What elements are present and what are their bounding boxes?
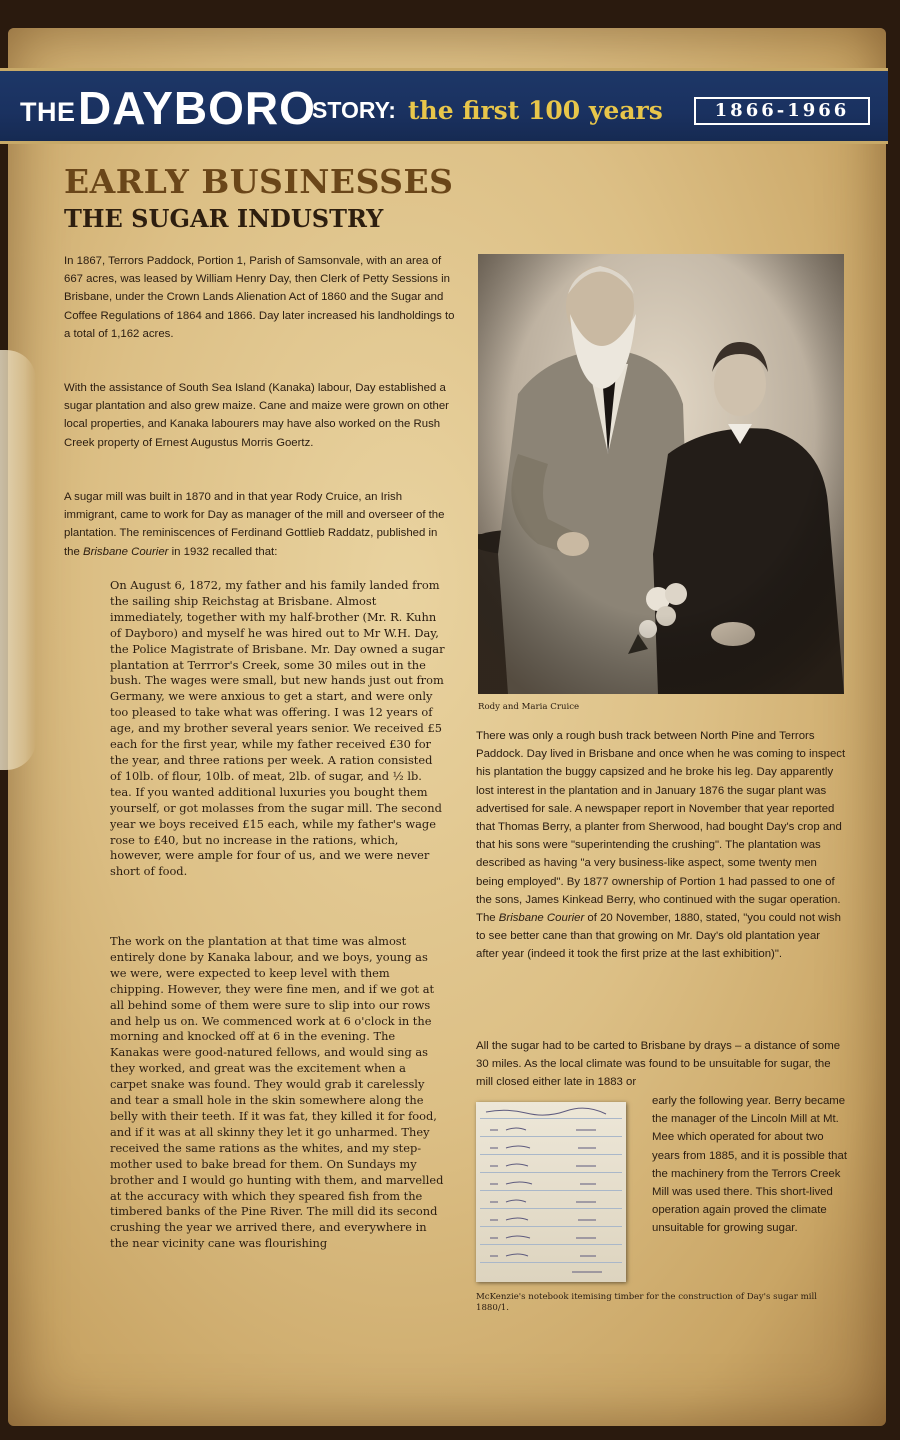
paragraph-3-italic: Brisbane Courier bbox=[83, 545, 169, 558]
notebook-caption: McKenzie's notebook itemising timber for the construction of Day's sugar mill 1880/1. bbox=[476, 1292, 817, 1313]
paragraph-2: With the assistance of South Sea Island (Kanaka) labour, Day established a sugar plantation and also grew maize. Cane and maize were grown on other local properties, and Kanaka labourers may have also worked on the Rush Creek property of Ernest Augustus Morris Goertz. bbox=[64, 382, 449, 449]
right-paragraph-1-text-a: There was only a rough bush track between North Pine and Terrors Paddock. Day lived in Brisbane and once when he was coming to inspect his plantation the buggy capsized and he broke his leg. Day apparently lost interest in the plantation and in January 1876 the sugar plant was advertised for sale. A newspaper report in November that year reported that Thomas Berry, a planter from Sherwood, had bought Day's crop and that his sons were "superintending the crushing". The plantation was described as having "a very business-like aspect, some twenty men being employed". By 1877 ownership of Portion 1 had passed to one of the sons, James Kinkead Berry, who continued with the sugar operation. The bbox=[476, 730, 846, 925]
right-paragraph-1-italic: Brisbane Courier bbox=[498, 912, 585, 925]
right-paragraph-3: early the following year. Berry became the manager of the Lincoln Mill at Mt. Mee which operated for about two years from 1885, and it is possible that the machinery from the Terrors Creek Mill was used there. This short-lived operation again proved the climate unsuitable for growing sugar. bbox=[652, 1095, 848, 1235]
paragraph-1: In 1867, Terrors Paddock, Portion 1, Parish of Samsonvale, with an area of 667 acres, was leased by William Henry Day, then Clerk of Petty Sessions in Brisbane, under the Crown Lands Alienation Act of 1860 and the Sugar and Coffee Regulations of 1864 and 1866. Day later increased his landholdings to a total of 1,162 acres. bbox=[64, 255, 455, 340]
paragraph-3-text-a: A sugar mill was built in 1870 and in that year Rody Cruice, an Irish immigrant, came to work for Day as manager of the mill and overseer of the plantation. The reminiscences of Ferdinand Gottlieb Raddatz, published in the bbox=[64, 491, 445, 558]
banner-years: 1866-1966 bbox=[694, 97, 870, 125]
right-paragraph-2: All the sugar had to be carted to Brisbane by drays – a distance of some 30 miles. As the local climate was found to be unsuitable for sugar, the mill closed either late in 1883 or bbox=[476, 1040, 841, 1089]
photo-caption: Rody and Maria Cruice bbox=[478, 702, 580, 712]
banner-dayboro: DAYBORO bbox=[78, 82, 316, 134]
cruice-photo bbox=[478, 254, 844, 694]
notebook-image bbox=[476, 1102, 626, 1282]
right-paragraph-1 bbox=[476, 727, 846, 964]
quote-1: On August 6, 1872, my father and his family landed from the sailing ship Reichstag at Brisbane. Almost immediately, together with my half-brother (Mr. R. Kuhn of Dayboro) and myself he was hired out to Mr W.H. Day, the Police Magistrate of Brisbane. Mr. Day owned a sugar plantation at Terrror's Creek, some 30 miles out in the bush. The wages were small, but new hands just out from Germany, we were anxious to get a start, and were only too pleased to take what was offering. I was 12 years of age, and my brother several years senior. We received £5 each for the first year, while my father received £30 for the year, and three rations per week. A ration consisted of 10lb. of flour, 10lb. of meat, 2lb. of sugar, and ½ lb. tea. If you wanted additional luxuries you bought them yourself, or got molasses from the sugar mill. The second year we boys received £15 each, while my father's wage rose to £40, but no increase in the rations, which, however, were ample for four of us, and we were never short of food. bbox=[110, 578, 445, 879]
banner-the: THE bbox=[20, 97, 76, 127]
right-paragraph-1-text-b: of 20 November, 1880, stated, "you could not wish to see better cane than that growing on Mr. Day's old plantation year after year (indeed it took the first prize at the last exhibition)". bbox=[476, 912, 841, 961]
paragraph-3 bbox=[64, 488, 456, 561]
page-title: EARLY BUSINESSES bbox=[64, 162, 454, 201]
banner-subtitle: the first 100 years bbox=[408, 96, 663, 125]
notebook-handwriting bbox=[476, 1102, 626, 1282]
paragraph-3-text-b: in 1932 recalled that: bbox=[168, 545, 278, 558]
portrait-illustration bbox=[478, 254, 844, 694]
banner-story: STORY: bbox=[312, 97, 396, 123]
title-banner bbox=[0, 68, 888, 144]
page-subtitle: THE SUGAR INDUSTRY bbox=[64, 204, 384, 233]
quote-2: The work on the plantation at that time was almost entirely done by Kanaka labour, and we boys, young as we were, were expected to keep level with them chipping. However, they were fine men, and if we got at all behind some of them were sure to slip into our rows and help us on. We commenced work at 6 o'clock in the morning and knocked off at 6 in the evening. The Kanakas were good-natured fellows, and would sing as they worked, and great was the excitement when a carpet snake was found. They would grab it carelessly and tear a small hole in the skin somewhere along the belly with their teeth. If it was fat, they killed it for food, and if it was at all skinny they let it go unharmed. They received the same rations as the whites, and my step-mother used to bake bread for them. On Sundays my brother and I would go hunting with them, and marvelled at the accuracy with which they speared fish from the timbered banks of the Pine River. The mill did its second crushing the year we arrived there, and everywhere in the near vicinity cane was flourishing bbox=[110, 934, 444, 1251]
torn-edge-stain bbox=[0, 350, 36, 770]
